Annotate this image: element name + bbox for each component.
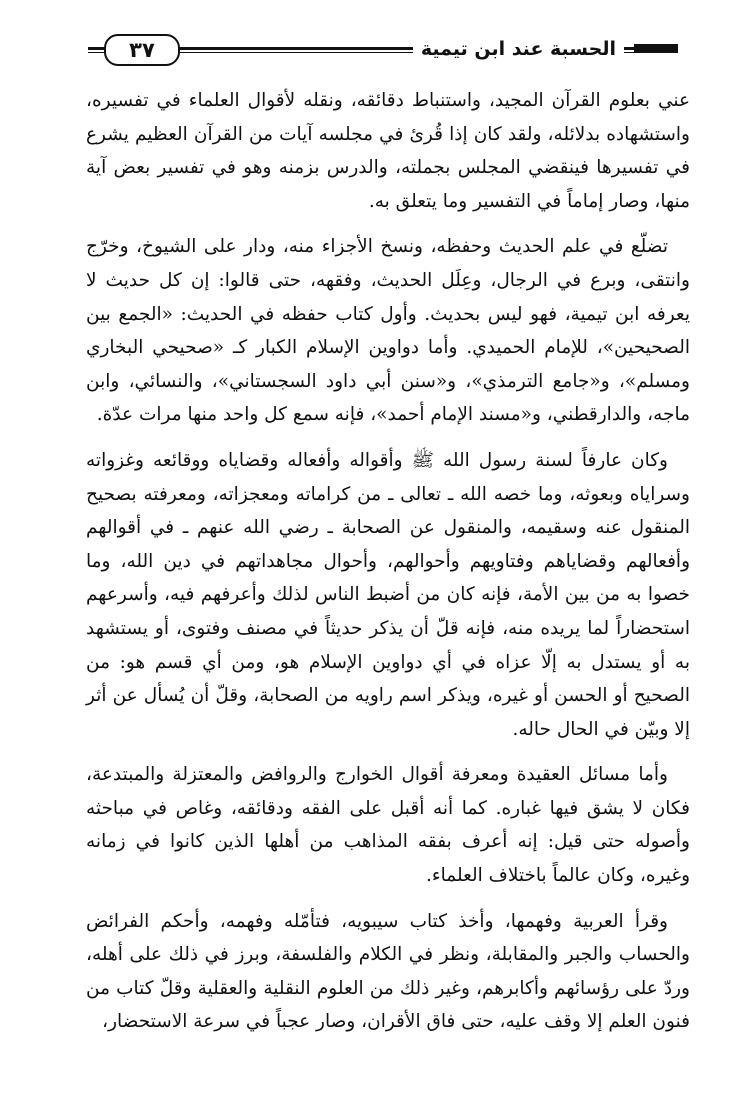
paragraph-4: وأما مسائل العقيدة ومعرفة أقوال الخوارج والروافض والمعتزلة والمبتدعة، فكان لا يشق فيها غباره. كما أنه أقبل على الفقه ودقائقه، وغاص في مباحثه وأصوله حتى قيل: إنه أعرف بفقه المذاهب من أهلها الذين كانوا في زمانه وغيره، وكان عالماً باختلاف العلماء. <box>86 764 690 887</box>
page-number: ٣٧ <box>104 34 180 66</box>
paragraph-1: عني بعلوم القرآن المجيد، واستنباط دقائقه، ونقله لأقوال العلماء في تفسيره، واستشهاده بدلائله، ولقد كان إذا قُرئ في مجلسه آيات من القرآن العظيم يشرع في تفسيرها فينقضي المجلس بجملته، والدرس بزمنه وهو في تفسير بعض آية منها، وصار إماماً في التفسير وما يتعلق به. <box>86 90 690 212</box>
body-text <box>86 84 690 1051</box>
header-end-bar <box>634 44 678 53</box>
paragraph-3: وكان عارفاً لسنة رسول الله ﷺ وأقواله وأفعاله وقضاياه ووقائعه وغزواته وسراياه وبعوثه، وما خصه الله ـ تعالى ـ من كراماته ومعجزاته، ومعرفته بصحيح المنقول عنه وسقيمه، والمنقول عن الصحابة ـ رضي الله عنهم ـ في أقوالهم وأفعالهم وقضاياهم وفتاويهم وأحوالهم، وأحوال مجاهداتهم في دين الله، وما خصوا به من بين الأمة، فإنه كان من أضبط الناس لذلك وأعرفهم فيه، وأسرعهم استحضاراً لما يريده منه، فإنه قلّ أن يذكر حديثاً في مصنف وفتوى، أو يستشهد به أو يستدل به إلّا عزاه في أي دواوين الإسلام هو، ومن أي قسم هو: من الصحيح أو الحسن أو غيره، ويذكر اسم راويه من الصحابة، وقلّ أن يُسأل عن أثر إلا وبيّن في الحال حاله. <box>86 449 690 740</box>
running-header <box>88 34 678 64</box>
running-title: الحسبة عند ابن تيمية <box>413 35 624 63</box>
paragraph-2: تضلّع في علم الحديث وحفظه، ونسخ الأجزاء منه، ودار على الشيوخ، وخرّج وانتقى، وبرع في الرجال، وعِلَل الحديث، وفقهه، حتى قالوا: إن كل حديث لا يعرفه ابن تيمية، فهو ليس بحديث. وأول كتاب حفظه في الحديث: «الجمع بين الصحيحين»، للإمام الحميدي. وأما دواوين الإسلام الكبار كـ «صحيحي البخاري ومسلم»، و«جامع الترمذي»، و«سنن أبي داود السجستاني»، والنسائي، وابن ماجه، والدارقطني، و«مسند الإمام أحمد»، فإنه سمع كل واحد منها مرات عدّة. <box>86 236 690 426</box>
paragraph-5: وقرأ العربية وفهمها، وأخذ كتاب سيبويه، فتأمّله وفهمه، وأحكم الفرائض والحساب والجبر والمقابلة، ونظر في الكلام والفلسفة، وبرز في ذلك على أهله، وردّ على رؤسائهم وأكابرهم، وغير ذلك من العلوم النقلية والعقلية وقلّ كتاب من فنون العلم إلا وقف عليه، حتى فاق الأقران، وصار عجباً في سرعة الاستحضار، <box>86 910 690 1033</box>
